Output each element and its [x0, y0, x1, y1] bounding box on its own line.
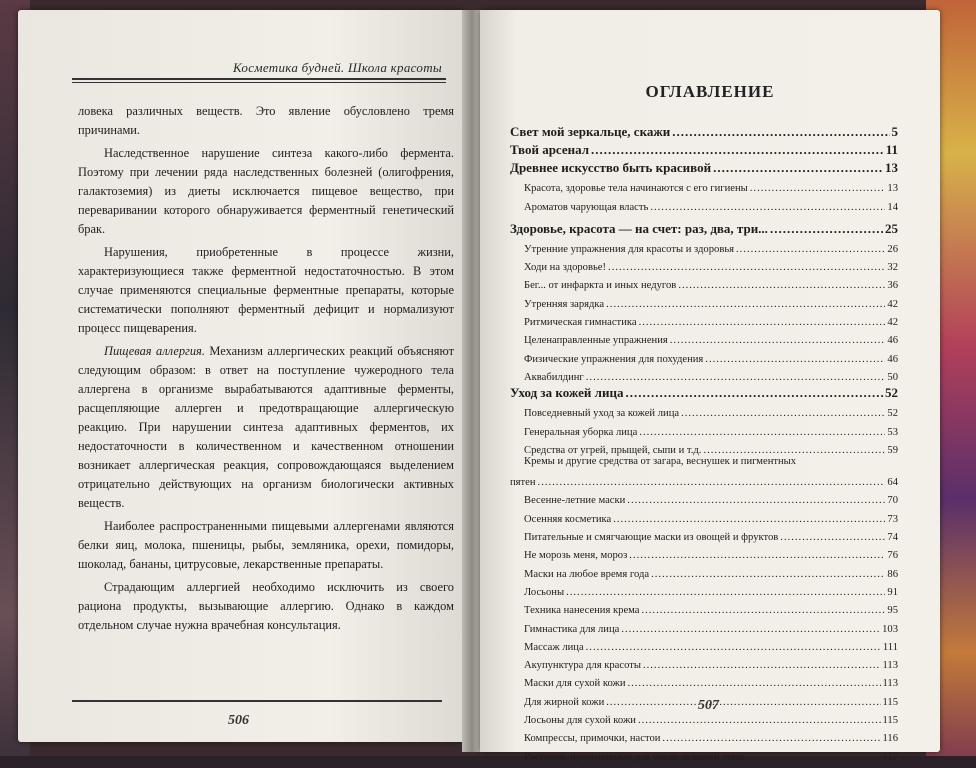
toc-entry-title: пятен [510, 477, 536, 489]
toc-leader-dots [780, 532, 885, 543]
toc-leader-dots [639, 427, 885, 438]
toc-entry[interactable] [510, 488, 898, 506]
toc-entry-page: 13 [887, 183, 898, 195]
toc-entry[interactable] [510, 194, 898, 212]
toc-leader-dots [713, 160, 883, 176]
toc-entry-page: 32 [887, 262, 898, 274]
toc-entry-page: 95 [887, 605, 898, 617]
toc-entry-page: 53 [887, 426, 898, 438]
toc-entry-page: 64 [887, 477, 898, 489]
toc-leader-dots [621, 624, 880, 635]
toc-entry-title: Средства от угрей, прыщей, сыпи и т.д. [524, 444, 702, 456]
toc-leader-dots [750, 183, 886, 194]
toc-entry-page: 50 [887, 371, 898, 383]
toc-entry-page: 115 [882, 715, 898, 727]
toc-entry-page: 52 [885, 384, 898, 400]
toc-entry[interactable] [510, 438, 898, 456]
paragraph-text: Механизм аллергических реакций объясняют следующим образом: в ответ на поступление чужеродного тела аллергена в организме вырабатываются адаптивные ферменты, расщепляющие аллерген и предотвращающие аллергическую реакцию. При нарушении синтеза адаптивных ферментов, их недостаточности в количественном и качественном отношении возникает аллергическая реакция, сопровождающаяся выделением отрицательно действующих на организм биологически активных веществ. [78, 344, 454, 510]
toc-entry[interactable] [510, 219, 898, 237]
toc-entry-title: Компрессы, примочки, настои [524, 733, 661, 745]
toc-leader-dots [705, 354, 885, 365]
toc-entry-title: Красота, здоровье тела начинаются с его гигиены [524, 183, 748, 195]
paragraph [78, 342, 454, 513]
toc-entry-title: Лосьоны для сухой кожи [524, 715, 636, 727]
toc-entry-title: Здоровье, красота — на счет: раз, два, три... [510, 220, 768, 236]
toc-entry-title: Уход за кожей лица [510, 384, 624, 400]
toc-entry-title: Маски для сухой кожи [524, 678, 626, 690]
toc-entry[interactable] [510, 561, 898, 579]
toc-entry[interactable] [510, 616, 898, 634]
toc-leader-dots [681, 408, 885, 419]
toc-entry-title: Ароматов чарующая власть [524, 201, 649, 213]
toc-entry[interactable] [510, 598, 898, 616]
toc-entry[interactable] [510, 635, 898, 653]
toc-entry-title: Лосьоны [524, 586, 565, 598]
toc-entry-page: 115 [882, 696, 898, 708]
toc-entry[interactable] [510, 525, 898, 543]
toc-leader-dots [586, 372, 886, 383]
toc-entry-page: 103 [882, 623, 898, 635]
toc-entry-title: Ритмическая гимнастика [524, 317, 637, 329]
toc-leader-dots [566, 587, 885, 598]
toc-entry-title: Не морозь меня, мороз [524, 550, 628, 562]
toc-leader-dots [627, 495, 885, 506]
toc-entry[interactable] [510, 346, 898, 364]
toc-entry[interactable] [510, 744, 898, 762]
toc-entry-title: Свет мой зеркальце, скажи [510, 124, 671, 139]
toc-entry-page: 36 [887, 280, 898, 292]
toc-leader-dots [627, 678, 880, 689]
toc-entry-page: 52 [887, 408, 898, 420]
toc-entry-page: 117 [882, 751, 898, 763]
toc-entry-title: Древнее искусство быть красивой [510, 160, 712, 175]
header-rule-thin [72, 82, 446, 83]
toc-leader-dots [586, 642, 881, 653]
toc-entry-page: 76 [887, 550, 898, 562]
toc-entry-page: 46 [887, 353, 898, 365]
toc-entry-title: Физические упражнения для похудения [524, 353, 704, 365]
toc-entry-title: Ходи на здоровье! [524, 262, 607, 274]
toc-leader-dots [650, 202, 885, 213]
toc-leader-dots [638, 715, 881, 726]
toc-entry-title: Твой арсенал [510, 142, 590, 157]
toc-entry-page: 91 [887, 586, 898, 598]
paragraph [78, 243, 454, 338]
toc-entry[interactable] [510, 122, 898, 140]
toc-entry-title: Утренние упражнения для красоты и здоровья [524, 243, 735, 255]
paragraph [78, 517, 454, 574]
table-of-contents [510, 122, 898, 763]
toc-entry-title: Питательные и смягчающие маски из овощей и фруктов [524, 532, 779, 544]
toc-leader-dots [736, 244, 885, 255]
toc-entry-page: 113 [882, 678, 898, 690]
toc-entry-page: 74 [887, 532, 898, 544]
toc-entry-page: 13 [885, 160, 898, 175]
toc-entry[interactable] [510, 310, 898, 328]
toc-title: ОГЛАВЛЕНИЕ [645, 82, 775, 101]
toc-entry-page: 42 [887, 317, 898, 329]
toc-entry-title: Маски на любое время года [524, 568, 650, 580]
toc-entry[interactable] [510, 237, 898, 255]
paragraph [78, 144, 454, 239]
toc-leader-dots [703, 445, 885, 456]
toc-entry[interactable] [510, 328, 898, 346]
toc-entry-page: 59 [887, 444, 898, 456]
toc-leader-dots [606, 299, 885, 310]
toc-entry-title: Утренняя зарядка [524, 298, 605, 310]
toc-entry[interactable] [510, 580, 898, 598]
toc-entry-page: 46 [887, 335, 898, 347]
page-number-left: 506 [228, 713, 249, 728]
paragraph [78, 102, 454, 140]
toc-entry-title: Целенаправленные упражнения [524, 335, 668, 347]
toc-entry[interactable] [510, 506, 898, 524]
toc-leader-dots [770, 221, 883, 237]
toc-leader-dots [625, 385, 883, 401]
toc-entry[interactable] [510, 273, 898, 291]
paragraph-text: Нарушения, приобретенные в процессе жизни, характеризующиеся также ферментной недостаточностью. В этом случае применяются специальные ферментные препараты, которые систематически пополняют ферментный дефицит и нормализуют процесс пищеварения. [78, 245, 454, 335]
body-text [78, 102, 454, 639]
toc-leader-dots [608, 262, 885, 273]
toc-leader-dots [639, 317, 886, 328]
toc-entry-page: 73 [887, 513, 898, 525]
toc-leader-dots [678, 280, 885, 291]
toc-entry[interactable] [510, 401, 898, 419]
toc-entry-title: Акупунктура для красоты [524, 660, 641, 672]
toc-leader-dots [672, 124, 889, 140]
toc-entry[interactable] [510, 176, 898, 194]
toc-entry[interactable] [510, 255, 898, 273]
toc-entry-page: 25 [885, 220, 898, 236]
paragraph-text: Наиболее распространенными пищевыми аллергенами являются белки яиц, молока, пшеницы, рыбы, земляника, орехи, помидоры, шоколад, бананы, цитрусовые, лекарственные препараты. [78, 519, 454, 571]
toc-entry[interactable] [510, 470, 898, 488]
footer-rule [72, 700, 442, 702]
toc-entry-page: 116 [882, 733, 898, 745]
toc-entry-title: Повседневный уход за кожей лица [524, 408, 680, 420]
book-spine [462, 10, 482, 752]
toc-entry-page: 113 [882, 660, 898, 672]
toc-leader-dots [591, 142, 884, 158]
toc-leader-dots [662, 733, 880, 744]
running-head: Косметика будней. Школа красоты [232, 60, 442, 75]
right-page [480, 10, 940, 763]
toc-leader-dots [629, 550, 885, 561]
toc-entry-page: 111 [882, 641, 898, 653]
toc-leader-dots [745, 752, 880, 763]
paragraph-text: Наследственное нарушение синтеза какого-либо фермента. Поэтому при лечении ряда наследственных болезней (олигофрения, галактоземия) из диеты исключается пищевое вещество, при переваривании которого обнаруживается ферментный генетический брак. [78, 146, 454, 236]
toc-entry-title: Весенне-летние маски [524, 495, 626, 507]
toc-leader-dots [606, 697, 880, 708]
toc-entry-title: Для жирной кожи [524, 696, 605, 708]
toc-entry-title: Растения, применяемые для ухода за кожей лица [524, 751, 744, 763]
toc-entry[interactable] [510, 140, 898, 158]
toc-entry[interactable] [510, 543, 898, 561]
toc-leader-dots [651, 569, 885, 580]
toc-entry-title: Гимнастика для лица [524, 623, 620, 635]
paragraph [78, 578, 454, 635]
toc-entry-page: 86 [887, 568, 898, 580]
toc-leader-dots [643, 660, 881, 671]
toc-entry-title: Аквабилдинг [524, 371, 584, 383]
toc-entry[interactable] [510, 653, 898, 671]
toc-leader-dots [613, 514, 885, 525]
toc-entry[interactable] [510, 419, 898, 437]
toc-entry-title: Генеральная уборка лица [524, 426, 638, 438]
toc-entry-title: Кремы и другие средства от загара, веснушек и пигментных [524, 455, 797, 467]
toc-entry-page: 5 [891, 124, 898, 139]
toc-entry[interactable] [510, 671, 898, 689]
toc-entry[interactable] [510, 383, 898, 401]
toc-leader-dots [641, 605, 885, 616]
toc-entry[interactable] [510, 365, 898, 383]
paragraph-text: Страдающим аллергией необходимо исключить из своего рациона продукты, вызывающие аллергию. Однако в каждом отдельном случае нужна врачебная консультация. [78, 580, 454, 632]
toc-entry-title: Осенняя косметика [524, 513, 612, 525]
toc-entry-page: 26 [887, 243, 898, 255]
toc-entry-page: 14 [887, 201, 898, 213]
toc-entry-page: 70 [887, 495, 898, 507]
paragraph-lead: Пищевая аллергия. [104, 344, 205, 358]
paragraph-text: ловека различных веществ. Это явление обусловлено тремя причинами. [78, 104, 454, 137]
toc-entry-page: 42 [887, 298, 898, 310]
left-page [18, 10, 464, 742]
toc-entry[interactable] [510, 158, 898, 176]
page-number-right: 507 [698, 698, 719, 713]
toc-entry-title: Бег... от инфаркта и иных недугов [524, 280, 677, 292]
toc-leader-dots [670, 335, 886, 346]
header-rule [72, 78, 446, 80]
toc-leader-dots [538, 477, 886, 488]
toc-entry-title: Техника нанесения крема [524, 605, 640, 617]
toc-entry[interactable] [510, 726, 898, 744]
toc-entry-page: 11 [885, 142, 898, 157]
toc-entry-title: Массаж лица [524, 641, 584, 653]
toc-entry[interactable] [510, 291, 898, 309]
